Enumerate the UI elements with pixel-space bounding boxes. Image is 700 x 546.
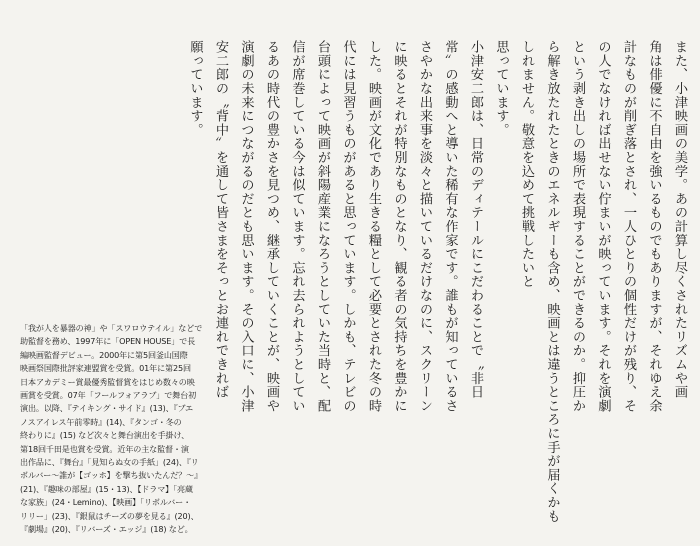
essay-line: 思っています。 <box>493 40 509 137</box>
profile-line: 第18回千田是也賞を受賞。近年の主な監督・演 <box>20 443 189 454</box>
essay-line: の人でなければ出せない佇まいが映っています。それを演劇 <box>595 40 611 413</box>
essay-line: 角は俳優に不自由を強いるものでもありますが、それゆえ余 <box>646 40 662 413</box>
essay-vertical-text <box>187 40 692 530</box>
profile-line: 「我が人を暴器の神」や「スワロウテイル」などで <box>20 323 203 333</box>
profile-line: ボルバー〜誰が【ゴッホ】を撃ち抜いたんだ？〜』 <box>20 470 202 481</box>
essay-line: 常〟の感動へと導いた稀有な作家です。誰もが知っているさ <box>442 40 458 413</box>
director-profile <box>20 322 242 537</box>
essay-line: 小津安二郎は、日常のディテールにこだわることで〝非日 <box>468 40 483 399</box>
profile-line: 助監督を務め、1997年に「OPEN HOUSE」で長 <box>20 336 196 347</box>
profile-line: リリー」(23)、『銀鼠はチーズの夢を見る』(20)、 <box>20 510 199 521</box>
essay-line: という剥き出しの場所で表現することができるのか。抑圧か <box>570 40 585 413</box>
essay-line: さやかな出来事を淡々と描いているだけなのに、スクリーン <box>417 40 432 413</box>
profile-line: 編映画監督デビュー。2000年に第5回釜山国際 <box>20 349 188 360</box>
essay-line: に映るとそれが特別なものとなり、観る者の気持ちを豊かに <box>391 40 407 413</box>
essay-line: 信が席巻している今は似ています。忘れ去られようとしてい <box>289 40 305 413</box>
profile-line: な家族」(24・Lemino)、【映画】「リボルバー・ <box>20 497 192 508</box>
profile-line: 日本アカデミー賞最優秀監督賞をはじめ数々の映 <box>20 376 195 387</box>
essay-paragraph-1 <box>488 40 692 530</box>
essay-line: 代には見習うものがあると思っています。しかも、テレビの <box>340 40 356 413</box>
profile-line: 『劇場』(20)、『リバーズ・エッジ』(18) など。 <box>20 524 193 535</box>
essay-line: 願っています。 <box>187 40 203 137</box>
essay-line: した。映画が文化であり生きる糧として必要とされた冬の時 <box>366 40 381 413</box>
essay-line: ら解き放たれたときのエネルギーも含め、映画とは違うところに手が届くかもしれません。敬意を込めて挑戦したいと <box>519 40 560 523</box>
profile-line: 終わりに』(15) など次々と舞台演出を手掛け、 <box>20 430 190 441</box>
essay-line: 計なものが削ぎ落とされ、一人ひとりの個性だけが残り、そ <box>621 40 636 413</box>
profile-line: ノスアイレス午前零時』(14)、『タンゴ・冬の <box>20 416 182 427</box>
profile-line: 映画祭国際批評家連盟賞を受賞。01年に第25回 <box>20 363 191 374</box>
profile-line: 出作品に、『舞台』「見知らぬ女の手紙」(24)、『リ <box>20 457 199 468</box>
profile-line: 演出。以降、『テイキング・サイド』(13)、『ブエ <box>20 403 193 414</box>
essay-line: 安二郎の〝背中〟を通して皆さまをそっとお連れできれば <box>213 40 228 399</box>
essay-line: 台頭によって映画が斜陽産業になろうとしていた当時と、配 <box>315 40 330 413</box>
essay-line: るあの時代の豊かさを見つめ、継承していくことが、映画や <box>264 40 279 413</box>
profile-line: 画賞を受賞。07年「フールフォアラブ」で舞台初 <box>20 390 197 401</box>
essay-line: 演劇の未来につながるのだとも思います。その入口に、小津 <box>238 40 254 413</box>
essay-line: また、小津映画の美学。あの計算し尽くされたリズムや画 <box>672 40 687 399</box>
profile-line: (21)、『趣味の部屋』(15・13)、【ドラマ】「亮蔵 <box>20 483 193 494</box>
